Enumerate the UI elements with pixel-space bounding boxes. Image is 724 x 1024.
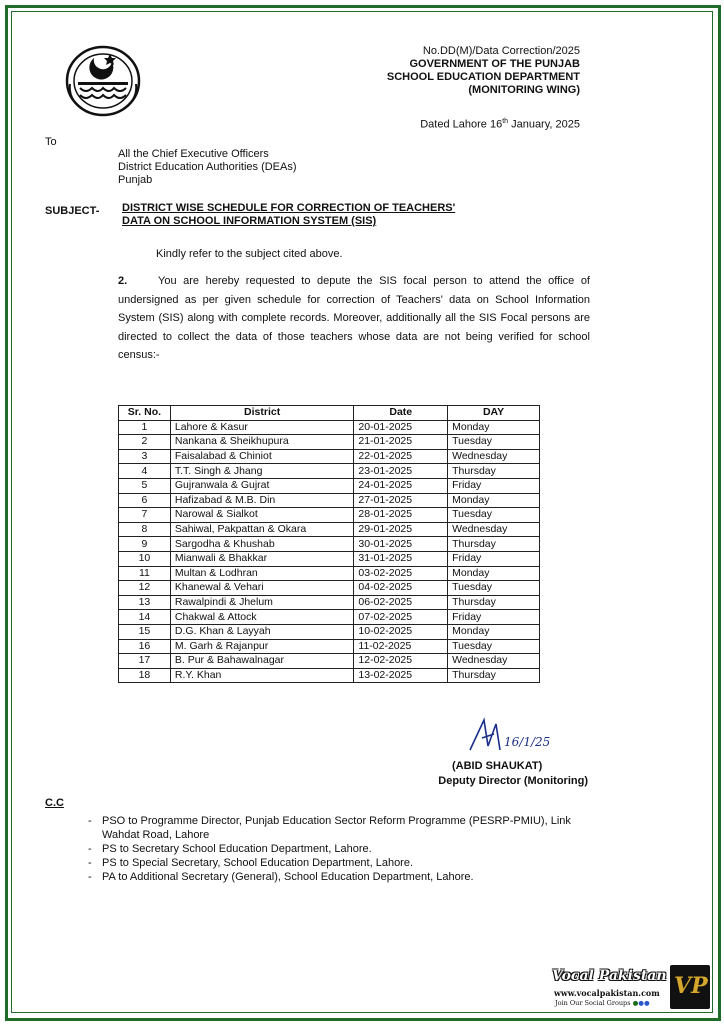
cell-sr-no: 15 (119, 624, 171, 639)
cell-date: 30-01-2025 (354, 537, 448, 552)
reference-sentence: Kindly refer to the subject cited above. (156, 248, 343, 260)
handwritten-date: 16/1/25 (504, 735, 551, 749)
cc-label: C.C (45, 797, 64, 809)
cell-day: Wednesday (448, 654, 540, 669)
punjab-government-seal (64, 44, 142, 118)
cell-day: Tuesday (448, 581, 540, 596)
cell-date: 29-01-2025 (354, 522, 448, 537)
table-row (119, 595, 540, 610)
watermark-join-text: Join Our Social Groups ●●● (555, 999, 650, 1007)
column-header-district: District (170, 406, 354, 421)
cell-date: 06-02-2025 (354, 595, 448, 610)
table-header-row (119, 406, 540, 421)
table-row (119, 639, 540, 654)
table-row (119, 435, 540, 450)
cell-district: Hafizabad & M.B. Din (170, 493, 354, 508)
watermark-brand: Vocal Pakistan (552, 968, 667, 984)
table-row (119, 581, 540, 596)
cell-day: Thursday (448, 595, 540, 610)
table-row (119, 464, 540, 479)
subject-text: DISTRICT WISE SCHEDULE FOR CORRECTION OF TEACHERS' DATA ON SCHOOL INFORMATION SYSTEM (SIS) (122, 202, 456, 227)
subject-label: SUBJECT- (45, 205, 100, 217)
table-row (119, 493, 540, 508)
cell-day: Thursday (448, 464, 540, 479)
paragraph-number: 2. (118, 275, 128, 287)
cell-sr-no: 9 (119, 537, 171, 552)
table-row (119, 610, 540, 625)
cell-district: Khanewal & Vehari (170, 581, 354, 596)
cell-date: 07-02-2025 (354, 610, 448, 625)
cell-day: Tuesday (448, 639, 540, 654)
cell-sr-no: 1 (119, 420, 171, 435)
addressee-block (118, 148, 297, 187)
table-row (119, 449, 540, 464)
cc-item: - PS to Special Secretary, School Education Department, Lahore. (88, 856, 608, 870)
watermark-url: www.vocalpakistan.com (554, 988, 660, 998)
cell-day: Monday (448, 624, 540, 639)
letter-date: Dated Lahore 16th January, 2025 (420, 118, 580, 131)
cell-day: Monday (448, 493, 540, 508)
cell-sr-no: 8 (119, 522, 171, 537)
signatory-name: (ABID SHAUKAT) (452, 760, 543, 772)
cell-district: D.G. Khan & Layyah (170, 624, 354, 639)
cell-sr-no: 12 (119, 581, 171, 596)
cell-sr-no: 17 (119, 654, 171, 669)
column-header-sr-no: Sr. No. (119, 406, 171, 421)
column-header-day: DAY (448, 406, 540, 421)
government-name: GOVERNMENT OF THE PUNJAB (409, 58, 580, 70)
table-row (119, 624, 540, 639)
table-row (119, 508, 540, 523)
cell-day: Friday (448, 610, 540, 625)
table-row (119, 654, 540, 669)
cell-sr-no: 7 (119, 508, 171, 523)
cell-district: R.Y. Khan (170, 668, 354, 683)
table-row (119, 420, 540, 435)
table-row (119, 522, 540, 537)
cell-date: 13-02-2025 (354, 668, 448, 683)
cell-district: Chakwal & Attock (170, 610, 354, 625)
cell-district: Lahore & Kasur (170, 420, 354, 435)
cell-district: Multan & Lodhran (170, 566, 354, 581)
cell-day: Wednesday (448, 449, 540, 464)
cell-day: Thursday (448, 668, 540, 683)
cell-sr-no: 2 (119, 435, 171, 450)
cell-district: Sargodha & Khushab (170, 537, 354, 552)
cell-district: T.T. Singh & Jhang (170, 464, 354, 479)
table-row (119, 566, 540, 581)
cell-sr-no: 5 (119, 478, 171, 493)
paragraph-text: You are hereby requested to depute the SIS focal person to attend the office of undersigned as per given schedule for correction of Teachers' data on School Information System (SIS) along with complete records. Moreover, additionally all the SIS Focal persons are directed to collect the data of those teachers whose data are not being verified for school census:- (118, 275, 590, 362)
cc-list (88, 814, 608, 884)
cell-sr-no: 10 (119, 551, 171, 566)
table-row (119, 478, 540, 493)
reference-number: No.DD(M)/Data Correction/2025 (422, 45, 580, 57)
cell-sr-no: 4 (119, 464, 171, 479)
letter-header (280, 45, 580, 97)
cell-date: 31-01-2025 (354, 551, 448, 566)
cell-sr-no: 3 (119, 449, 171, 464)
table-row (119, 551, 540, 566)
cell-day: Tuesday (448, 508, 540, 523)
cell-day: Monday (448, 420, 540, 435)
cell-sr-no: 14 (119, 610, 171, 625)
cell-sr-no: 11 (119, 566, 171, 581)
cell-date: 11-02-2025 (354, 639, 448, 654)
cell-sr-no: 13 (119, 595, 171, 610)
cell-date: 21-01-2025 (354, 435, 448, 450)
schedule-table (118, 405, 540, 683)
cell-date: 22-01-2025 (354, 449, 448, 464)
watermark-logo: VP (670, 965, 710, 1009)
address-line: Punjab (118, 174, 153, 186)
cell-district: M. Garh & Rajanpur (170, 639, 354, 654)
cell-district: Gujranwala & Gujrat (170, 478, 354, 493)
cell-day: Monday (448, 566, 540, 581)
cell-date: 23-01-2025 (354, 464, 448, 479)
cc-item: - PA to Additional Secretary (General), School Education Department, Lahore. (88, 870, 608, 884)
cell-day: Friday (448, 478, 540, 493)
table-row (119, 537, 540, 552)
address-line: District Education Authorities (DEAs) (118, 161, 297, 173)
cell-date: 28-01-2025 (354, 508, 448, 523)
cell-sr-no: 6 (119, 493, 171, 508)
to-label: To (45, 136, 57, 148)
cell-date: 27-01-2025 (354, 493, 448, 508)
cc-item: - PS to Secretary School Education Department, Lahore. (88, 842, 608, 856)
cell-district: Rawalpindi & Jhelum (170, 595, 354, 610)
cc-item: - PSO to Programme Director, Punjab Education Sector Reform Programme (PESRP-PMIU), Link Wahdat Road, Lahore (88, 814, 608, 842)
cell-date: 12-02-2025 (354, 654, 448, 669)
cell-district: Mianwali & Bhakkar (170, 551, 354, 566)
cell-date: 03-02-2025 (354, 566, 448, 581)
cell-date: 04-02-2025 (354, 581, 448, 596)
cell-day: Tuesday (448, 435, 540, 450)
address-line: All the Chief Executive Officers (118, 148, 269, 160)
cell-district: Narowal & Sialkot (170, 508, 354, 523)
social-icons: ● (632, 999, 639, 1007)
table-row (119, 668, 540, 683)
cell-sr-no: 18 (119, 668, 171, 683)
body-paragraph (118, 272, 590, 365)
column-header-date: Date (354, 406, 448, 421)
cell-district: B. Pur & Bahawalnagar (170, 654, 354, 669)
cell-day: Friday (448, 551, 540, 566)
cell-district: Sahiwal, Pakpattan & Okara (170, 522, 354, 537)
cell-day: Thursday (448, 537, 540, 552)
cell-date: 10-02-2025 (354, 624, 448, 639)
department-name: SCHOOL EDUCATION DEPARTMENT (386, 71, 580, 83)
signatory-designation: Deputy Director (Monitoring) (438, 775, 588, 787)
cell-date: 24-01-2025 (354, 478, 448, 493)
cell-date: 20-01-2025 (354, 420, 448, 435)
cell-district: Nankana & Sheikhupura (170, 435, 354, 450)
cell-day: Wednesday (448, 522, 540, 537)
cell-sr-no: 16 (119, 639, 171, 654)
cell-district: Faisalabad & Chiniot (170, 449, 354, 464)
wing-name: (MONITORING WING) (468, 84, 580, 96)
